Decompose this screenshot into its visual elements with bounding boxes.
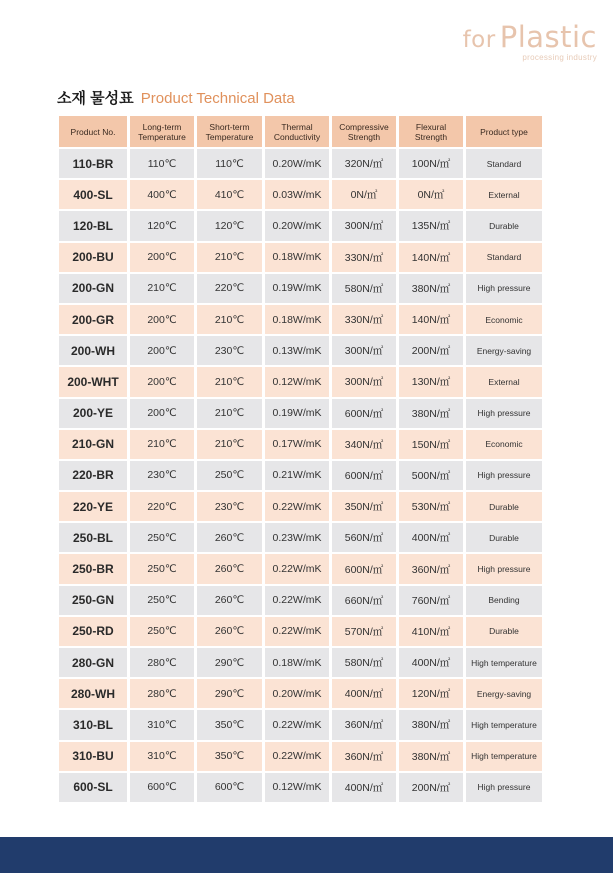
- cell-flexural-strength: 150N/㎡: [399, 430, 463, 459]
- cell-short-term-temperature: 230℃: [197, 336, 262, 365]
- cell-flexural-strength: 200N/㎡: [399, 773, 463, 802]
- column-header-long-term-temperature: [130, 116, 194, 147]
- cell-long-term-temperature: 250℃: [130, 523, 194, 552]
- cell-thermal-conductivity: 0.12W/mK: [265, 367, 329, 396]
- cell-compressive-strength: 300N/㎡: [332, 367, 396, 396]
- cell-compressive-strength: 560N/㎡: [332, 523, 396, 552]
- cell-flexural-strength: 140N/㎡: [399, 305, 463, 334]
- cell-compressive-strength: 330N/㎡: [332, 243, 396, 272]
- table-row: [59, 742, 542, 771]
- brand-title-main: Plastic: [499, 20, 597, 54]
- cell-product-type: Durable: [466, 617, 542, 646]
- cell-product-no: 310-BL: [59, 710, 127, 739]
- cell-flexural-strength: 400N/㎡: [399, 648, 463, 677]
- table-row: [59, 430, 542, 459]
- column-header-line: Product No.: [70, 126, 116, 137]
- cell-thermal-conductivity: 0.20W/mK: [265, 679, 329, 708]
- cell-product-type: Durable: [466, 211, 542, 240]
- column-header-flexural-strength: [399, 116, 463, 147]
- cell-product-type: High pressure: [466, 554, 542, 583]
- cell-thermal-conductivity: 0.03W/mK: [265, 180, 329, 209]
- cell-compressive-strength: 350N/㎡: [332, 492, 396, 521]
- column-header-line: Strength: [347, 131, 381, 142]
- cell-product-type: External: [466, 367, 542, 396]
- cell-product-no: 250-GN: [59, 586, 127, 615]
- cell-product-no: 220-YE: [59, 492, 127, 521]
- cell-long-term-temperature: 600℃: [130, 773, 194, 802]
- cell-flexural-strength: 380N/㎡: [399, 742, 463, 771]
- column-header-thermal-conductivity: [265, 116, 329, 147]
- cell-long-term-temperature: 280℃: [130, 679, 194, 708]
- table-body: [59, 149, 542, 802]
- page-title-korean: 소재 물성표: [57, 90, 134, 107]
- cell-short-term-temperature: 600℃: [197, 773, 262, 802]
- cell-product-no: 200-GN: [59, 274, 127, 303]
- table-row: [59, 336, 542, 365]
- cell-thermal-conductivity: 0.22W/mK: [265, 742, 329, 771]
- cell-product-type: Durable: [466, 492, 542, 521]
- cell-short-term-temperature: 210℃: [197, 367, 262, 396]
- cell-product-no: 210-GN: [59, 430, 127, 459]
- cell-short-term-temperature: 110℃: [197, 149, 262, 178]
- cell-product-no: 310-BU: [59, 742, 127, 771]
- cell-long-term-temperature: 200℃: [130, 243, 194, 272]
- cell-long-term-temperature: 200℃: [130, 367, 194, 396]
- table-row: [59, 492, 542, 521]
- cell-short-term-temperature: 250℃: [197, 461, 262, 490]
- cell-flexural-strength: 0N/㎡: [399, 180, 463, 209]
- cell-short-term-temperature: 260℃: [197, 586, 262, 615]
- cell-product-type: High temperature: [466, 742, 542, 771]
- cell-product-type: High pressure: [466, 274, 542, 303]
- table-row: [59, 367, 542, 396]
- cell-compressive-strength: 360N/㎡: [332, 742, 396, 771]
- cell-long-term-temperature: 310℃: [130, 710, 194, 739]
- column-header-product-type: [466, 116, 542, 147]
- cell-short-term-temperature: 260℃: [197, 523, 262, 552]
- cell-long-term-temperature: 230℃: [130, 461, 194, 490]
- brand-title-for: for: [462, 27, 496, 53]
- cell-short-term-temperature: 230℃: [197, 492, 262, 521]
- cell-compressive-strength: 570N/㎡: [332, 617, 396, 646]
- cell-compressive-strength: 660N/㎡: [332, 586, 396, 615]
- cell-product-no: 250-RD: [59, 617, 127, 646]
- table-row: [59, 617, 542, 646]
- cell-flexural-strength: 410N/㎡: [399, 617, 463, 646]
- cell-thermal-conductivity: 0.13W/mK: [265, 336, 329, 365]
- cell-product-type: High pressure: [466, 461, 542, 490]
- table-row: [59, 149, 542, 178]
- cell-flexural-strength: 400N/㎡: [399, 523, 463, 552]
- cell-product-type: Standard: [466, 149, 542, 178]
- cell-product-no: 120-BL: [59, 211, 127, 240]
- column-header-line: Temperature: [205, 131, 254, 142]
- cell-flexural-strength: 530N/㎡: [399, 492, 463, 521]
- cell-long-term-temperature: 220℃: [130, 492, 194, 521]
- cell-short-term-temperature: 350℃: [197, 742, 262, 771]
- cell-thermal-conductivity: 0.20W/mK: [265, 149, 329, 178]
- column-header-line: Short-term: [209, 121, 250, 132]
- cell-product-no: 200-BU: [59, 243, 127, 272]
- cell-flexural-strength: 140N/㎡: [399, 243, 463, 272]
- column-header-compressive-strength: [332, 116, 396, 147]
- cell-short-term-temperature: 120℃: [197, 211, 262, 240]
- cell-product-no: 200-WHT: [59, 367, 127, 396]
- cell-compressive-strength: 400N/㎡: [332, 773, 396, 802]
- cell-thermal-conductivity: 0.22W/mK: [265, 586, 329, 615]
- cell-product-no: 600-SL: [59, 773, 127, 802]
- table-row: [59, 305, 542, 334]
- cell-short-term-temperature: 350℃: [197, 710, 262, 739]
- cell-thermal-conductivity: 0.18W/mK: [265, 243, 329, 272]
- column-header-line: Flexural: [415, 121, 447, 132]
- column-header-line: Compressive: [339, 121, 389, 132]
- column-header-line: Long-term: [142, 121, 182, 132]
- cell-product-no: 400-SL: [59, 180, 127, 209]
- column-header-line: Temperature: [138, 131, 186, 142]
- cell-compressive-strength: 330N/㎡: [332, 305, 396, 334]
- cell-long-term-temperature: 250℃: [130, 617, 194, 646]
- table-row: [59, 679, 542, 708]
- cell-compressive-strength: 600N/㎡: [332, 399, 396, 428]
- cell-compressive-strength: 340N/㎡: [332, 430, 396, 459]
- cell-compressive-strength: 580N/㎡: [332, 274, 396, 303]
- cell-thermal-conductivity: 0.19W/mK: [265, 274, 329, 303]
- table-row: [59, 211, 542, 240]
- table-row: [59, 523, 542, 552]
- cell-flexural-strength: 135N/㎡: [399, 211, 463, 240]
- cell-long-term-temperature: 250℃: [130, 554, 194, 583]
- cell-product-type: High pressure: [466, 773, 542, 802]
- cell-short-term-temperature: 290℃: [197, 679, 262, 708]
- cell-flexural-strength: 380N/㎡: [399, 274, 463, 303]
- cell-product-no: 280-WH: [59, 679, 127, 708]
- cell-long-term-temperature: 200℃: [130, 336, 194, 365]
- column-header-short-term-temperature: [197, 116, 262, 147]
- table-row: [59, 461, 542, 490]
- cell-compressive-strength: 320N/㎡: [332, 149, 396, 178]
- cell-product-type: Energy-saving: [466, 336, 542, 365]
- cell-thermal-conductivity: 0.12W/mK: [265, 773, 329, 802]
- table-row: [59, 274, 542, 303]
- cell-long-term-temperature: 110℃: [130, 149, 194, 178]
- cell-flexural-strength: 500N/㎡: [399, 461, 463, 490]
- cell-flexural-strength: 120N/㎡: [399, 679, 463, 708]
- cell-flexural-strength: 760N/㎡: [399, 586, 463, 615]
- cell-compressive-strength: 400N/㎡: [332, 679, 396, 708]
- cell-thermal-conductivity: 0.22W/mK: [265, 710, 329, 739]
- cell-product-no: 250-BR: [59, 554, 127, 583]
- cell-compressive-strength: 0N/㎡: [332, 180, 396, 209]
- cell-product-no: 200-GR: [59, 305, 127, 334]
- cell-compressive-strength: 300N/㎡: [332, 211, 396, 240]
- cell-short-term-temperature: 210℃: [197, 430, 262, 459]
- cell-product-type: High temperature: [466, 710, 542, 739]
- cell-short-term-temperature: 220℃: [197, 274, 262, 303]
- brand-subtitle: processing industry: [522, 53, 597, 62]
- cell-product-type: High temperature: [466, 648, 542, 677]
- cell-short-term-temperature: 290℃: [197, 648, 262, 677]
- cell-thermal-conductivity: 0.18W/mK: [265, 648, 329, 677]
- cell-product-type: Economic: [466, 430, 542, 459]
- technical-data-table: [56, 114, 545, 804]
- column-header-product-no: [59, 116, 127, 147]
- cell-short-term-temperature: 210℃: [197, 399, 262, 428]
- cell-product-no: 220-BR: [59, 461, 127, 490]
- cell-product-type: Energy-saving: [466, 679, 542, 708]
- cell-compressive-strength: 300N/㎡: [332, 336, 396, 365]
- cell-long-term-temperature: 250℃: [130, 586, 194, 615]
- cell-thermal-conductivity: 0.22W/mK: [265, 492, 329, 521]
- column-header-line: Product type: [480, 126, 528, 137]
- cell-thermal-conductivity: 0.21W/mK: [265, 461, 329, 490]
- cell-compressive-strength: 600N/㎡: [332, 461, 396, 490]
- cell-thermal-conductivity: 0.23W/mK: [265, 523, 329, 552]
- cell-product-no: 110-BR: [59, 149, 127, 178]
- footer-bar: [0, 837, 613, 873]
- cell-short-term-temperature: 210℃: [197, 305, 262, 334]
- cell-thermal-conductivity: 0.20W/mK: [265, 211, 329, 240]
- cell-product-no: 200-YE: [59, 399, 127, 428]
- cell-compressive-strength: 580N/㎡: [332, 648, 396, 677]
- cell-long-term-temperature: 310℃: [130, 742, 194, 771]
- cell-compressive-strength: 600N/㎡: [332, 554, 396, 583]
- cell-product-type: Standard: [466, 243, 542, 272]
- table-row: [59, 773, 542, 802]
- table-row: [59, 180, 542, 209]
- cell-thermal-conductivity: 0.22W/mK: [265, 617, 329, 646]
- table-row: [59, 554, 542, 583]
- cell-thermal-conductivity: 0.19W/mK: [265, 399, 329, 428]
- page-title: [57, 90, 295, 108]
- cell-short-term-temperature: 210℃: [197, 243, 262, 272]
- cell-long-term-temperature: 210℃: [130, 430, 194, 459]
- cell-product-no: 280-GN: [59, 648, 127, 677]
- cell-thermal-conductivity: 0.18W/mK: [265, 305, 329, 334]
- cell-long-term-temperature: 280℃: [130, 648, 194, 677]
- cell-flexural-strength: 380N/㎡: [399, 710, 463, 739]
- cell-short-term-temperature: 260℃: [197, 617, 262, 646]
- cell-flexural-strength: 100N/㎡: [399, 149, 463, 178]
- column-header-line: Strength: [414, 131, 448, 142]
- cell-product-type: Bending: [466, 586, 542, 615]
- cell-flexural-strength: 360N/㎡: [399, 554, 463, 583]
- cell-product-type: High pressure: [466, 399, 542, 428]
- cell-short-term-temperature: 260℃: [197, 554, 262, 583]
- cell-flexural-strength: 380N/㎡: [399, 399, 463, 428]
- cell-product-type: Economic: [466, 305, 542, 334]
- cell-long-term-temperature: 210℃: [130, 274, 194, 303]
- cell-product-type: Durable: [466, 523, 542, 552]
- cell-long-term-temperature: 200℃: [130, 305, 194, 334]
- cell-short-term-temperature: 410℃: [197, 180, 262, 209]
- brand-title: [463, 22, 597, 55]
- table-header-row: [59, 116, 542, 147]
- page-title-english: Product Technical Data: [140, 90, 295, 107]
- cell-long-term-temperature: 120℃: [130, 211, 194, 240]
- cell-product-no: 200-WH: [59, 336, 127, 365]
- table-row: [59, 710, 542, 739]
- table-row: [59, 399, 542, 428]
- cell-compressive-strength: 360N/㎡: [332, 710, 396, 739]
- cell-product-type: External: [466, 180, 542, 209]
- column-header-line: Conductivity: [273, 131, 321, 142]
- cell-thermal-conductivity: 0.17W/mK: [265, 430, 329, 459]
- table-row: [59, 586, 542, 615]
- brand-logo: [463, 22, 597, 62]
- cell-long-term-temperature: 200℃: [130, 399, 194, 428]
- cell-flexural-strength: 130N/㎡: [399, 367, 463, 396]
- cell-long-term-temperature: 400℃: [130, 180, 194, 209]
- cell-flexural-strength: 200N/㎡: [399, 336, 463, 365]
- table-row: [59, 243, 542, 272]
- cell-thermal-conductivity: 0.22W/mK: [265, 554, 329, 583]
- cell-product-no: 250-BL: [59, 523, 127, 552]
- table-row: [59, 648, 542, 677]
- column-header-line: Thermal: [281, 121, 313, 132]
